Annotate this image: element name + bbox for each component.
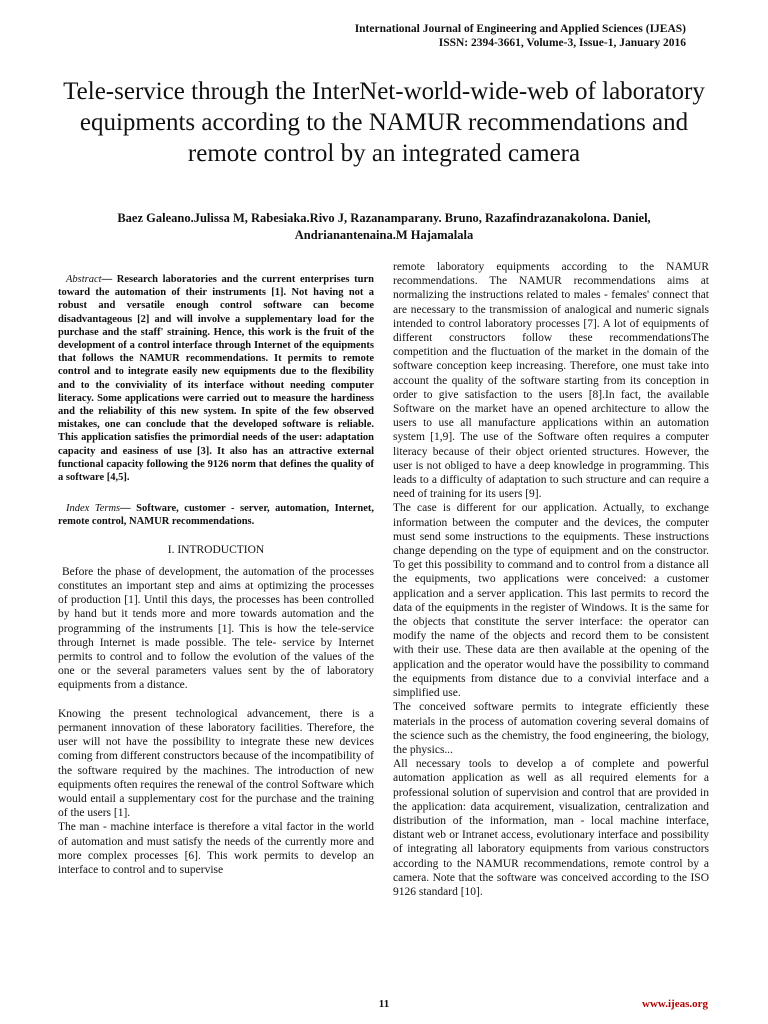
left-column [58,273,374,877]
page-number: 11 [378,998,390,1010]
body-paragraph: All necessary tools to develop a of complete and powerful automation application as well as all required elements for a professional solution of supervision and control that are provided in the application: data acquirement, visualization, centralization and distribution of the information, man - local machine interface, distant web or Intranet access, evolutionary interface and possibility of integrating all laboratory equipments from various constructors according to the NAMUR recommendations, remote control by a camera. Note that the software was conceived according to the ISO 9126 standard [10]. [393,758,709,898]
body-paragraph: The conceived software permits to integrate efficiently these materials in the process of automation covering several domains of the science such as the chemistry, the food engineering, the biology, the physics... [393,701,709,756]
index-terms-text: — Software, customer - server, automation, Internet, remote control, NAMUR recommendations. [58,503,375,528]
journal-url-link[interactable]: www.ijeas.org [642,998,708,1010]
journal-header [355,22,686,50]
body-paragraph: The man - machine interface is therefore a vital factor in the world of automation and must satisfy the needs of the currently more and more complex processes [6]. This work permits to develop an interface to control and to supervise [58,821,374,876]
body-paragraph: Knowing the present technological advancement, there is a permanent innovation of these laboratory facilities. Therefore, the user will not have the possibility to integrate these new devices coming from different constructors because of the incompatibility of the software required by the machines. The introduction of new equipments often requires the renewal of the control Software which would entail a supplementary cost for the purchase and the training of the users [1]. [58,707,374,820]
body-paragraph: remote laboratory equipments according to the NAMUR recommendations. The NAMUR recommendations aims at normalizing the instructions related to males - females' connect that are necessary to the transmission of analogical and numeric signals intended to control laboratory processes [7]. A lot of equipments of different constructors follow these recommendationsThe competition and the fluctuation of the market in the domain of the software conception keep increasing. Therefore, one must take into account the quality of the software starting from its conception in order to give satisfaction to the users [8].In fact, the available Software on the market have an opened architecture to allow the users to use all manufacture applications within an automation system [1,9]. The use of the Software often requires a computer literacy because of their object oriented structures. However, the user is not obliged to have a deep knowledge in programming. This leads to a difficulty of adaptation to such structure and can require a need of training for its users [9]. [393,261,709,501]
journal-name: International Journal of Engineering and Applied Sciences (IJEAS) [354,23,686,35]
abstract [58,273,374,484]
author-list: Baez Galeano.Julissa M, Rabesiaka.Rivo J, Razanamparany. Bruno, Razafindrazanakolona. Daniel, Andrianantenaina.M Hajamalala [117,211,651,242]
paper-title: Tele-service through the InterNet-world-wide-web of laboratory equipments according to the NAMUR recommendations and remote control by an integrated camera [63,78,705,167]
abstract-lead: Abstract [66,274,102,285]
index-terms [58,502,374,528]
body-paragraph: The case is different for our application. Actually, to exchange information between the computer and the devices, the computer must send some instructions to the equipments. These instructions change depending on the type of equipment and on the constructor. To get this possibility to command and to control from a distance all the equipments, two applications were conceived: a customer application and a server application. This last permits to record the data of the equipments in the register of Windows. It is the same for the objects that constitute the server interface: the operator can modify the name of the objects and record them to be consistent with their use. These data are then available at the opening of the application and the operator would have the possibility to command the equipments from distance due to a convivial interface and a simplified use. [393,502,709,700]
index-terms-lead: Index Terms [66,503,121,515]
right-column [393,260,709,899]
journal-issn: ISSN: 2394-3661, Volume-3, Issue-1, January 2016 [438,37,686,49]
body-paragraph: Before the phase of development, the automation of the processes constitutes an important step and aims at optimizing the processes of production [1]. Until this days, the processes has been controlled by hand but it tends more and more towards automation and the programming of the instruments [1]. This is how the tele-service through Internet is made possible. The tele- service by Internet permits to control and to follow the evolution of the values of the one or the several parameters values sent by the of laboratory equipments from a distance. [58,565,374,692]
abstract-text: — Research laboratories and the current enterprises turn toward the automation of their instruments [1]. Not having not a robust and versatile enough control software can become disadvantageous [2] and will involve a supplementary load for the purchase and the staff' straining. Hence, this work is the fruit of the development of a control interface through Internet of the equipments that follows the NAMUR recommendations. It permits to remote control and to integrate easily new equipments due to the flexibility and to the conviviality of its interface without needing computer literacy. Some applications were carried out to measure the hardiness and the reliability of this new system. In spite of the few observed mistakes, one can conclude that the developed software is reliable. This application satisfies the primordial needs of the user: adaptation capacity and easiness of use [3]. It also has an attractive external functional capacity following the 9126 norm that defines the quality of a software [4,5]. [58,274,374,484]
section-heading: I. INTRODUCTION [167,543,265,556]
